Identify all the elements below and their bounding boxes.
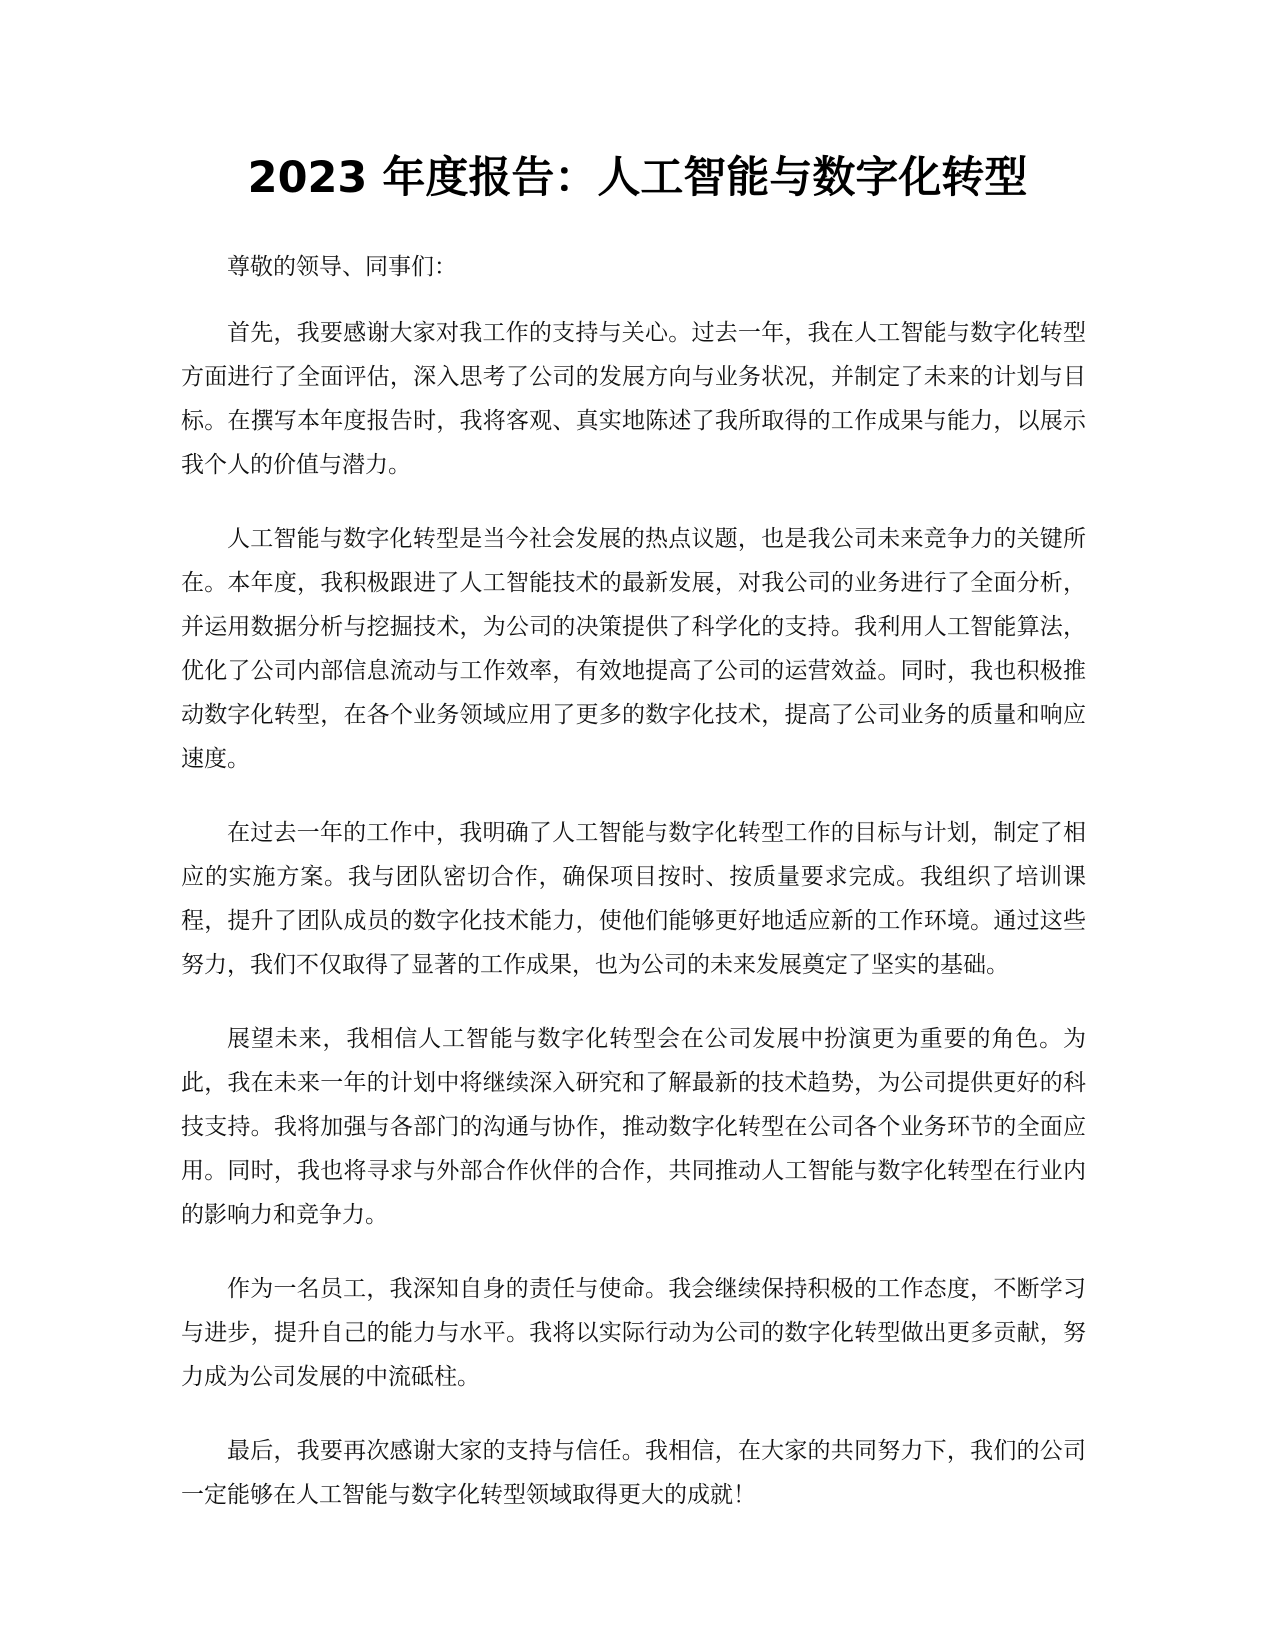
paragraph-outlook: 展望未来，我相信人工智能与数字化转型会在公司发展中扮演更为重要的角色。为此，我在未来一年的计划中将继续深入研究和了解最新的技术趋势，为公司提供更好的科技支持。我将加强与各部门的沟通与协作，推动数字化转型在公司各个业务环节的全面应用。同时，我也将寻求与外部合作伙伴的合作，共同推动人工智能与数字化转型在行业内的影响力和竞争力。 bbox=[181, 1026, 1086, 1228]
paragraph-responsibility: 作为一名员工，我深知自身的责任与使命。我会继续保持积极的工作态度，不断学习与进步，提升自己的能力与水平。我将以实际行动为公司的数字化转型做出更多贡献，努力成为公司发展的中流砥柱。 bbox=[181, 1276, 1086, 1390]
paragraph-closing: 最后，我要再次感谢大家的支持与信任。我相信，在大家的共同努力下，我们的公司一定能够在人工智能与数字化转型领域取得更大的成就！ bbox=[181, 1438, 1086, 1508]
paragraph-ai-overview: 人工智能与数字化转型是当今社会发展的热点议题，也是我公司未来竞争力的关键所在。本年度，我积极跟进了人工智能技术的最新发展，对我公司的业务进行了全面分析，并运用数据分析与挖掘技术，为公司的决策提供了科学化的支持。我利用人工智能算法，优化了公司内部信息流动与工作效率，有效地提高了公司的运营效益。同时，我也积极推动数字化转型，在各个业务领域应用了更多的数字化技术，提高了公司业务的质量和响应速度。 bbox=[181, 526, 1086, 772]
page-title: 2023 年度报告：人工智能与数字化转型 bbox=[247, 153, 1028, 203]
document-body bbox=[181, 245, 1086, 1547]
paragraph-work-review: 在过去一年的工作中，我明确了人工智能与数字化转型工作的目标与计划，制定了相应的实施方案。我与团队密切合作，确保项目按时、按质量要求完成。我组织了培训课程，提升了团队成员的数字化技术能力，使他们能够更好地适应新的工作环境。通过这些努力，我们不仅取得了显著的工作成果，也为公司的未来发展奠定了坚实的基础。 bbox=[181, 820, 1086, 978]
paragraph-thanks: 首先，我要感谢大家对我工作的支持与关心。过去一年，我在人工智能与数字化转型方面进行了全面评估，深入思考了公司的发展方向与业务状况，并制定了未来的计划与目标。在撰写本年度报告时，我将客观、真实地陈述了我所取得的工作成果与能力，以展示我个人的价值与潜力。 bbox=[181, 320, 1086, 478]
salutation: 尊敬的领导、同事们： bbox=[227, 254, 457, 280]
